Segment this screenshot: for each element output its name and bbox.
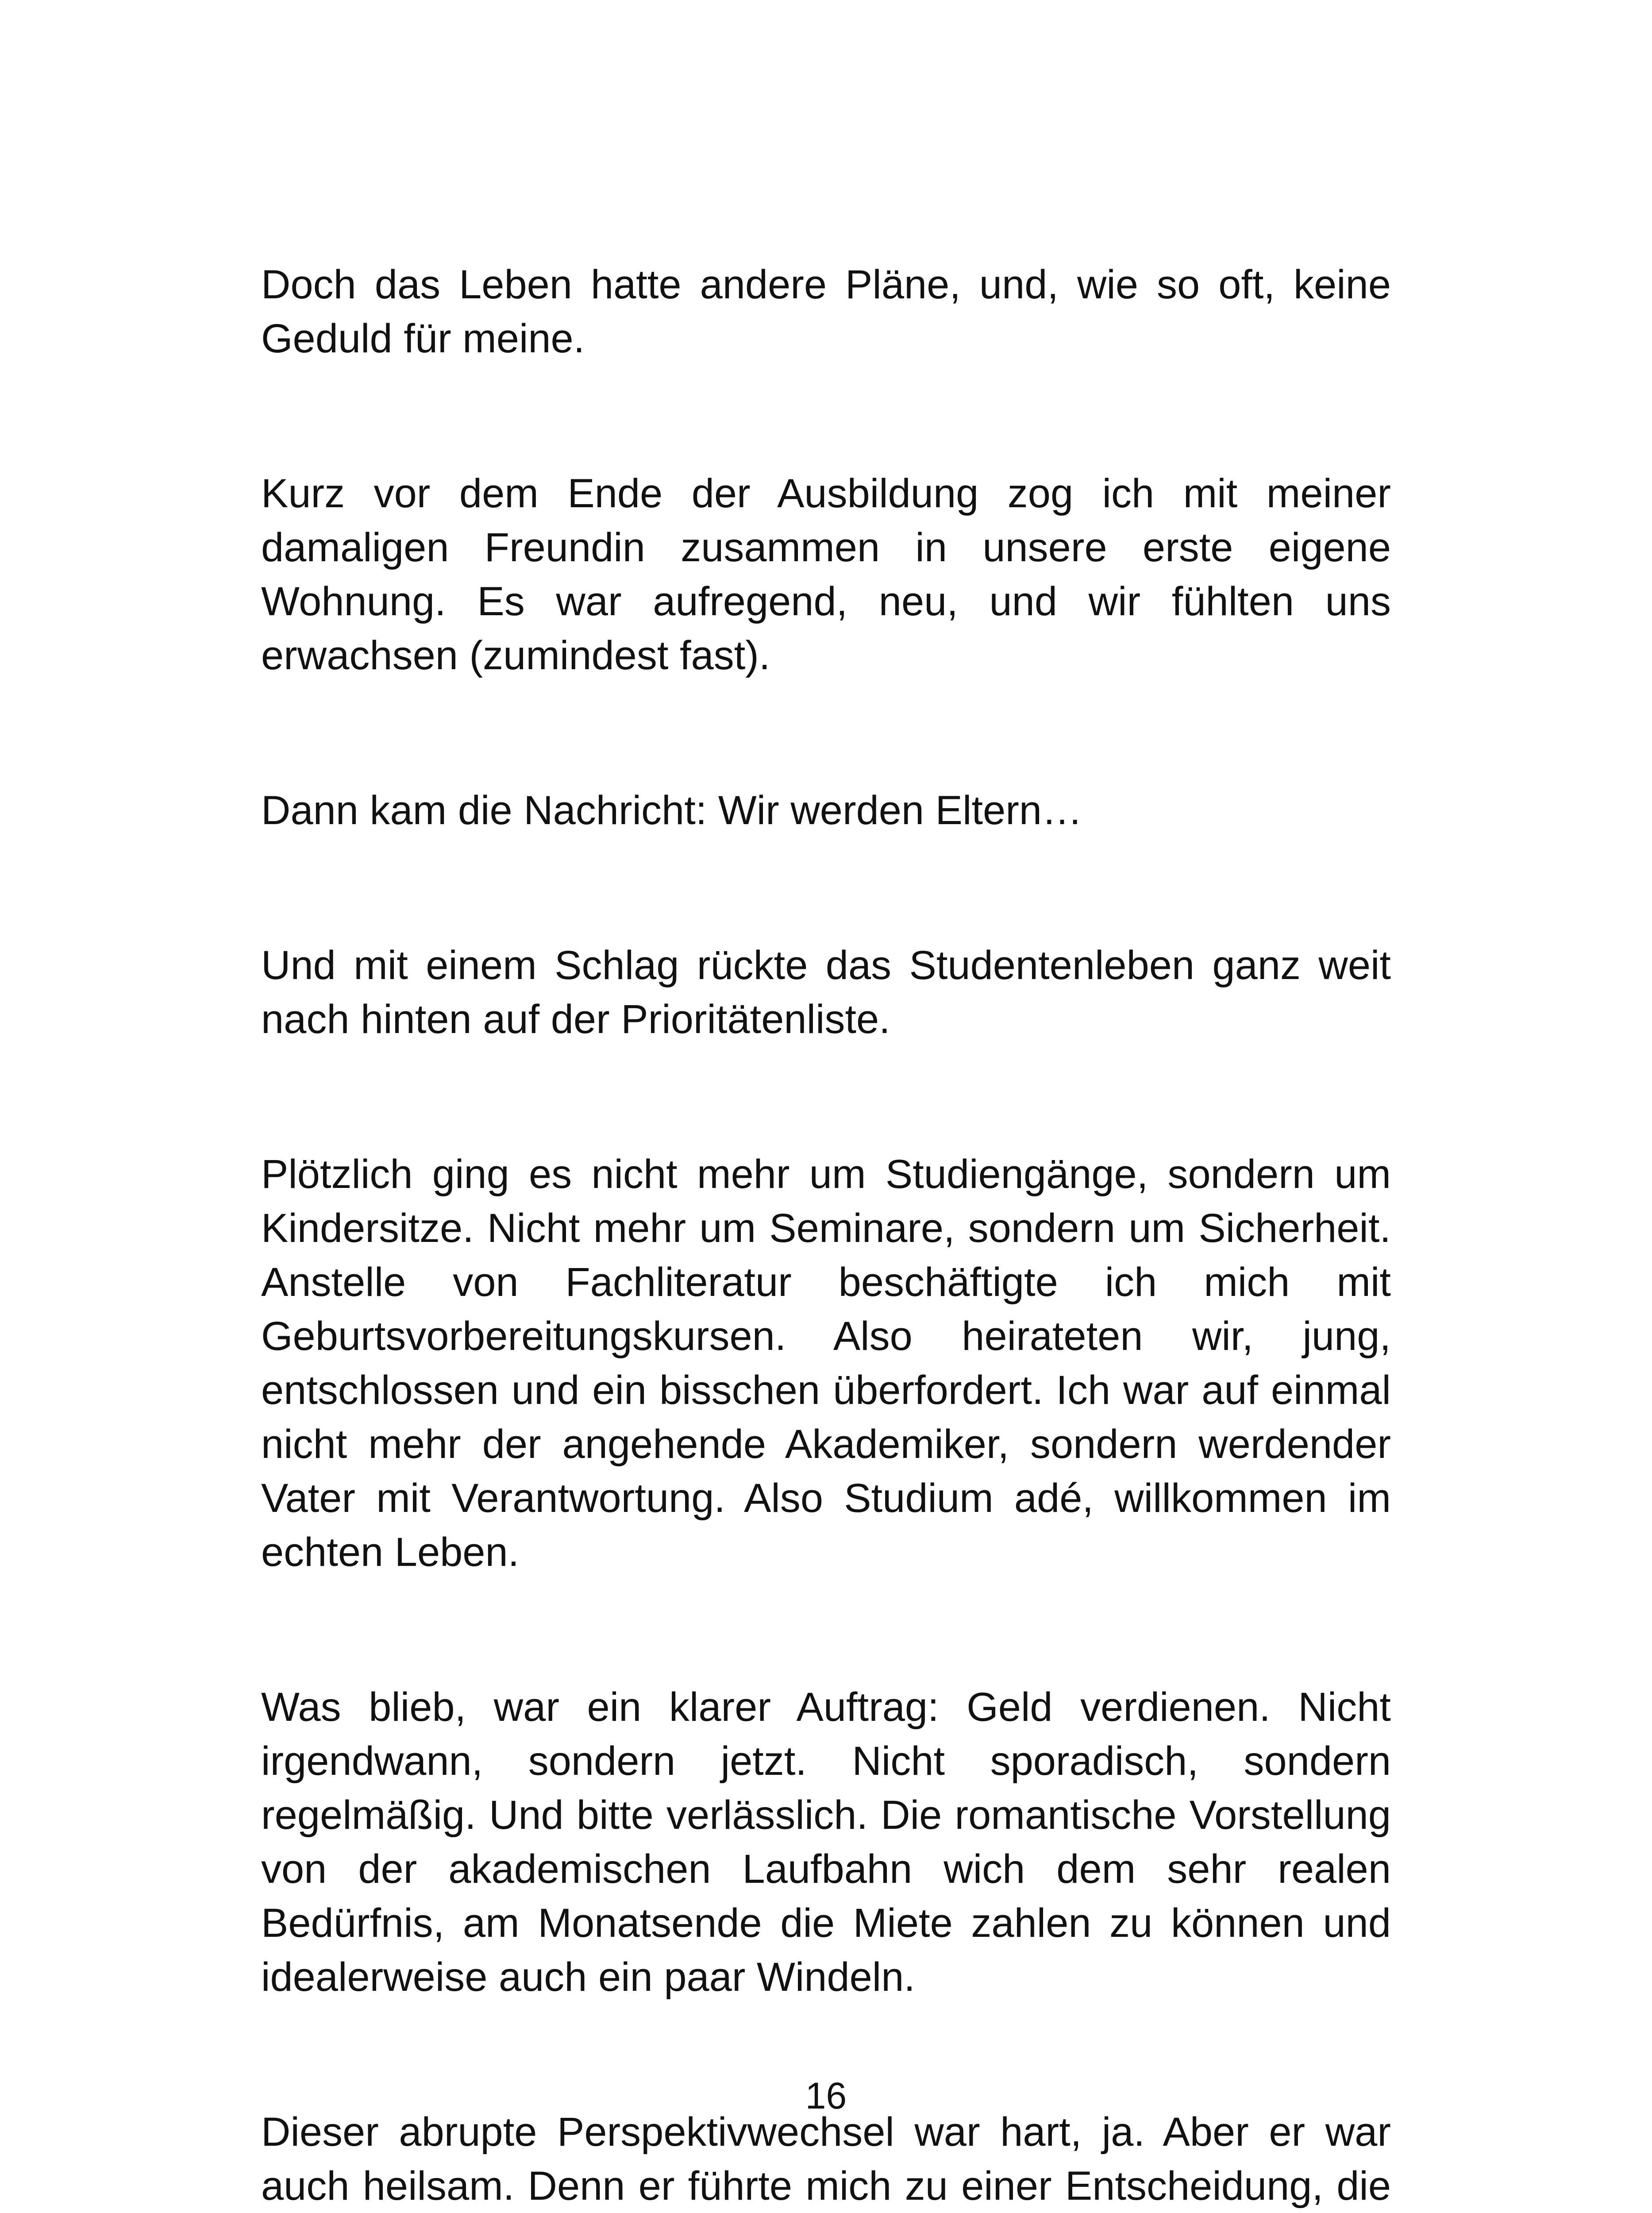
paragraph-2: Kurz vor dem Ende der Ausbildung zog ich mit meiner damaligen Freundin zusammen in unsere erste eigene Wohnung. Es war aufregend, neu, und wir fühlten uns erwachsen (zumindest fast).	[261, 471, 1391, 678]
paragraph-4: Und mit einem Schlag rückte das Studentenleben ganz weit nach hinten auf der Prioritätenliste.	[261, 943, 1391, 1042]
paragraph-1: Doch das Leben hatte andere Pläne, und, wie so oft, keine Geduld für meine.	[261, 262, 1391, 361]
paragraph-6: Was blieb, war ein klarer Auftrag: Geld verdienen. Nicht irgendwann, sondern jetzt. Nicht sporadisch, sondern regelmäßig. Und bitte verlässlich. Die romantische Vorstellung von der akademischen Laufbahn wich dem sehr realen Bedürfnis, am Monatsende die Miete zahlen zu können und idealerweise auch ein paar Windeln.	[261, 1685, 1391, 2000]
paragraph-5: Plötzlich ging es nicht mehr um Studiengänge, sondern um Kindersitze. Nicht mehr um Seminare, sondern um Sicherheit. Anstelle von Fachliteratur beschäftigte ich mich mit Geburtsvorbereitungskursen. Also heirateten wir, jung, entschlossen und ein bisschen überfordert. Ich war auf einmal nicht mehr der angehende Akademiker, sondern werdender Vater mit Verantwortung. Also Studium adé, willkommen im echten Leben.	[261, 1152, 1391, 1575]
page-number: 16	[805, 2075, 847, 2117]
body-text	[261, 258, 1391, 2213]
paragraph-7: Dieser abrupte Perspektivwechsel war hart, ja. Aber er war auch heilsam. Denn er führte mich zu einer Entscheidung, die	[261, 2109, 1391, 2209]
paragraph-3: Dann kam die Nachricht: Wir werden Eltern…	[261, 788, 1082, 833]
